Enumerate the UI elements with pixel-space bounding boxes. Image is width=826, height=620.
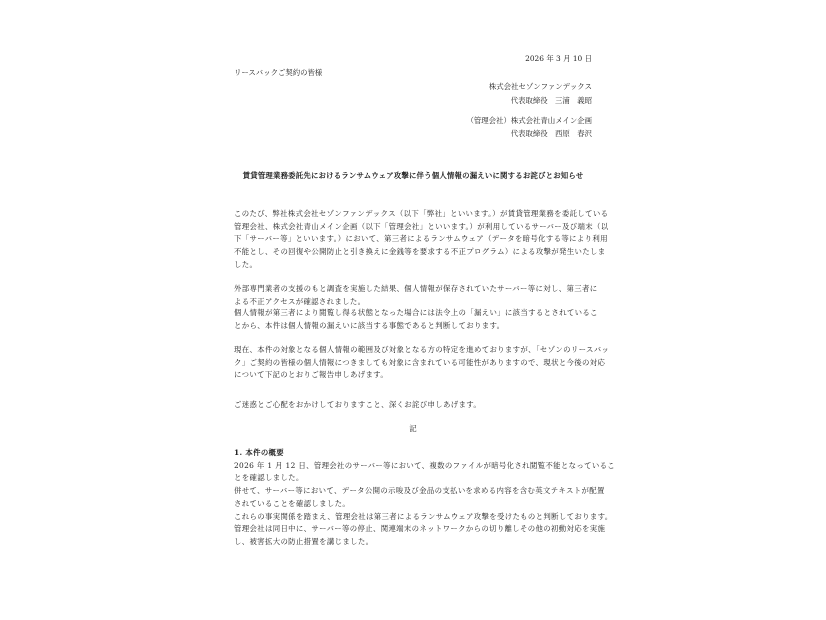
management-representative: 代表取締役 西原 春沢 [510, 129, 592, 138]
paragraph-line: よる不正アクセスが確認されました。 [234, 296, 366, 306]
section-line: これらの事実関係を踏まえ、管理会社は第三者によるランサムウェア攻撃を受けたものと判断しております。 [234, 511, 613, 521]
paragraph-3 [234, 307, 598, 332]
section-line: されていることを確認しました。 [234, 498, 351, 508]
section-line: 併せて、サーバー等において、データ公開の示唆及び金品の支払いを求める内容を含む英文テキストが配置 [234, 486, 605, 496]
paragraph-4 [234, 344, 610, 382]
paragraph-line: このたび、弊社株式会社セゾンファンデックス（以下「弊社」といいます。）が賃貸管理業務を委託している [234, 209, 609, 218]
section-line: 2026 年 1 月 12 日、管理会社のサーバー等において、複数のファイルが暗号化され閲覧不能となっているこ [234, 460, 616, 470]
recipient: リースバックご契約の皆様 [234, 68, 323, 77]
paragraph-line: 個人情報が第三者により閲覧し得る状態となった場合には法令上の「漏えい」に該当するとされているこ [234, 308, 598, 317]
sender-representative: 代表取締役 三浦 義昭 [510, 96, 592, 105]
section-line: 管理会社は同日中に、サーバー等の停止、関連端末のネットワークからの切り離しその他の初動対応を実施 [234, 524, 606, 534]
ki-marker: 記 [409, 424, 417, 433]
paragraph-line: ク」ご契約の皆様の個人情報につきましても対象に含まれている可能性がありますので、現状と今後の対応 [234, 357, 606, 367]
section-line: し、被害拡大の防止措置を講じました。 [234, 536, 374, 546]
document-date: 2026 年 3 月 10 日 [525, 54, 592, 63]
paragraph-line: 不能とし、その回復や公開防止と引き換えに金銭等を要求する不正プログラム）による攻撃が発生いたしま [234, 247, 606, 257]
paragraph-line: 現在、本件の対象となる個人情報の範囲及び対象となる方の特定を進めておりますが、「セゾンのリースバッ [234, 345, 610, 354]
management-company: （管理会社）株式会社青山メイン企画 [466, 116, 592, 125]
section-line: とを確認しました。 [234, 473, 304, 483]
section-1 [234, 447, 616, 549]
paragraph-line: 下「サーバー等」といいます。）において、第三者によるランサムウェア（データを暗号化する等により利用 [234, 234, 608, 244]
apology-paragraph [234, 399, 594, 412]
paragraph-2 [234, 283, 598, 308]
section-heading: 1. 本件の概要 [234, 448, 285, 457]
paragraph-line: について下記のとおりご報告申しあげます。 [234, 370, 389, 380]
paragraph-line: ご迷惑とご心配をおかけしておりますこと、深くお詫び申しあげます。 [234, 400, 482, 409]
paragraph-line: した。 [234, 259, 258, 269]
paragraph-line: 管理会社、株式会社青山メイン企画（以下「管理会社」といいます。）が利用しているサーバー及び端末（以 [234, 221, 609, 231]
paragraph-line: 外部専門業者の支援のもと調査を実施した結果、個人情報が保存されていたサーバー等に対し、第三者に [234, 284, 598, 293]
document-title: 賃貸管理業務委託先におけるランサムウェア攻撃に伴う個人情報の漏えいに関するお詫びとお知らせ [242, 171, 584, 180]
paragraph-line: とから、本件は個人情報の漏えいに該当する事態であると判断しております。 [234, 320, 505, 330]
paragraph-1 [234, 208, 609, 272]
sender-company: 株式会社セゾンファンデックス [488, 82, 592, 91]
